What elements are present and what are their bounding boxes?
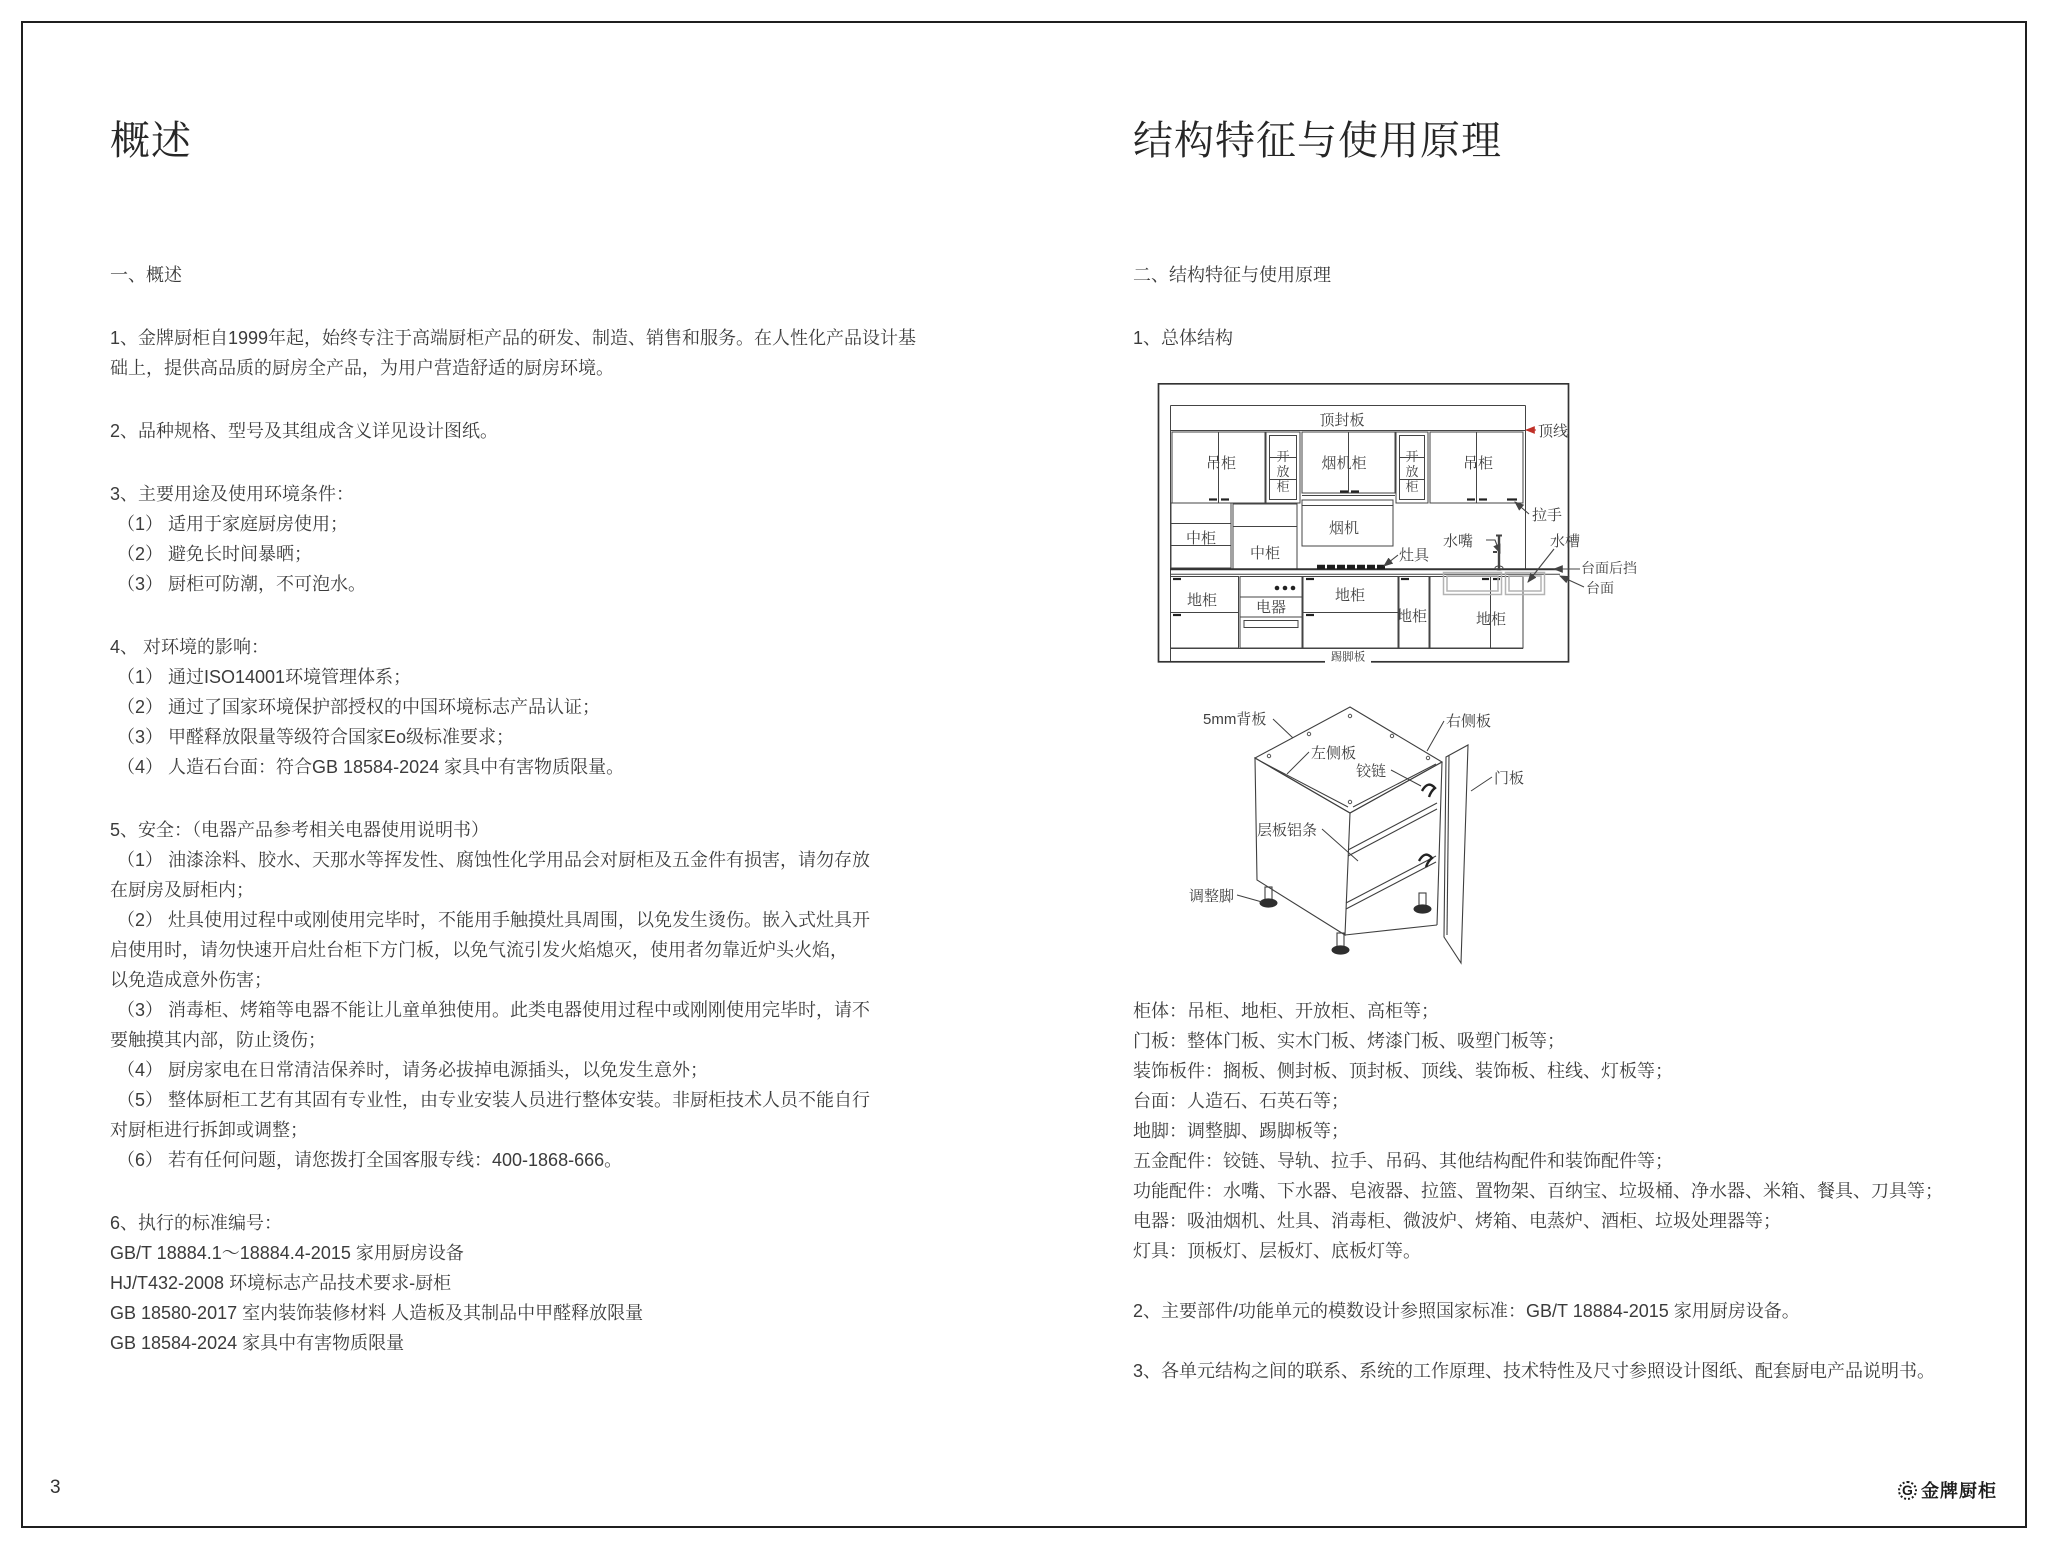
right-section-heading-block — [1133, 260, 1331, 290]
list-line: 门板：整体门板、实木门板、烤漆门板、吸塑门板等； — [1133, 1031, 1565, 1051]
wall-cabinet-right-label: 吊柜 — [1462, 455, 1494, 472]
right-item-2: 2、主要部件/功能单元的模数设计参照国家标准：GB/T 18884-2015 家用厨房设备。 — [1133, 1301, 1800, 1321]
text-line: （1） 适用于家庭厨房使用； — [117, 514, 349, 534]
text-line: （1） 油漆涂料、胶水、天那水等挥发性、腐蚀性化学用品会对厨柜及五金件有损害，请勿存放 — [117, 850, 871, 870]
right-panel-label: 右侧板 — [1446, 713, 1492, 730]
hinge-label: 铰链 — [1356, 763, 1387, 780]
paragraph-2 — [110, 416, 916, 446]
text-line: （3） 甲醛释放限量等级符合国家Eo级标准要求； — [117, 727, 515, 747]
mid-cabinet-right-label: 中柜 — [1249, 545, 1281, 562]
brand-logo — [1898, 1477, 1997, 1503]
right-column-head — [1133, 260, 1331, 386]
subsection-1 — [1133, 323, 1331, 353]
list-line: 柜体：吊柜、地柜、开放柜、高柜等； — [1133, 1001, 1439, 1021]
wall-cabinet-left-label: 吊柜 — [1205, 455, 1237, 472]
page-title-structure: 结构特征与使用原理 — [1133, 119, 1502, 163]
text-line: GB 18580-2017 室内装饰装修材料 人造板及其制品中甲醛释放限量 — [110, 1303, 644, 1323]
list-line: 装饰板件：搁板、侧封板、顶封板、顶线、装饰板、柱线、灯板等； — [1133, 1061, 1673, 1081]
appliance-knobs — [1275, 586, 1296, 591]
component-list — [1133, 996, 1943, 1266]
text-line: GB 18584-2024 家具中有害物质限量 — [110, 1333, 405, 1353]
counter-back-label: 台面后挡 — [1581, 560, 1637, 576]
text-line: （4） 厨房家电在日常清洁保养时，请务必拔掉电源插头，以免发生意外； — [117, 1060, 709, 1080]
page-number: 3 — [50, 1477, 61, 1498]
text-line: 4、 对环境的影响： — [110, 637, 270, 657]
shelf-strip-label: 层板铝条 — [1257, 822, 1318, 839]
text-line: （6） 若有任何问题，请您拨打全国客服专线：400-1868-666。 — [117, 1150, 623, 1170]
section-heading: 一、概述 — [110, 265, 182, 285]
text-line: 要触摸其内部，防止烫伤； — [110, 1030, 326, 1050]
brand-name: 金牌厨柜 — [1921, 1481, 1997, 1501]
text-line: 1、总体结构 — [1133, 328, 1234, 348]
text-line: （2） 避免长时间暴晒； — [117, 544, 313, 564]
cabinet-structure-diagram — [1165, 695, 1545, 985]
open-cabinet-left-label: 开放柜 — [1276, 449, 1290, 494]
text-line: GB/T 18884.1～18884.4-2015 家用厨房设备 — [110, 1243, 464, 1263]
kitchen-layout-diagram — [1155, 383, 1655, 665]
text-line: （2） 通过了国家环境保护部授权的中国环境标志产品认证； — [117, 697, 601, 717]
paragraph-4 — [110, 632, 916, 782]
back-panel-label: 5mm背板 — [1203, 711, 1267, 728]
leader-lines — [1237, 719, 1492, 902]
text-line: （3） 厨柜可防潮，不可泡水。 — [117, 574, 367, 594]
top-seal-board-label: 顶封板 — [1319, 412, 1365, 429]
paragraph-1 — [110, 323, 916, 383]
sink-shape — [1444, 573, 1545, 595]
faucet-shape — [1493, 536, 1503, 571]
list-line: 台面：人造石、石英石等； — [1133, 1091, 1349, 1111]
counter-label: 台面 — [1586, 580, 1614, 596]
page-title-overview: 概述 — [110, 119, 192, 163]
hinges — [1419, 785, 1435, 867]
left-section-heading-block — [110, 260, 916, 290]
mid-cabinet-left-label: 中柜 — [1185, 530, 1217, 547]
crown-line-label: 顶线 — [1538, 423, 1569, 440]
list-line: 功能配件：水嘴、下水器、皂液器、拉篮、置物架、百纳宝、垃圾桶、净水器、米箱、餐具、刀具等； — [1133, 1181, 1943, 1201]
faucet-label: 水嘴 — [1443, 533, 1474, 550]
text-line: （2） 灶具使用过程中或刚使用完毕时，不能用手触摸灶具周围，以免发生烫伤。嵌入式灶具开 — [117, 910, 871, 930]
text-line: （3） 消毒柜、烤箱等电器不能让儿童单独使用。此类电器使用过程中或刚刚使用完毕时，请不 — [117, 1000, 871, 1020]
list-line: 灯具：顶板灯、层板灯、底板灯等。 — [1133, 1241, 1421, 1261]
text-line: 2、品种规格、型号及其组成含义详见设计图纸。 — [110, 421, 499, 441]
adjust-foot-label: 调整脚 — [1189, 888, 1235, 905]
handle-label: 拉手 — [1532, 507, 1563, 524]
text-line: HJ/T432-2008 环境标志产品技术要求-厨柜 — [110, 1273, 452, 1293]
left-column — [110, 260, 916, 1391]
section-heading: 二、结构特征与使用原理 — [1133, 265, 1331, 285]
text-line: 启使用时，请勿快速开启灶台柜下方门板，以免气流引发火焰熄灭，使用者勿靠近炉头火焰， — [110, 940, 848, 960]
text-line: 3、主要用途及使用环境条件： — [110, 484, 355, 504]
base-cabinet-2-label: 地柜 — [1334, 587, 1366, 604]
diagram2-labels — [1189, 710, 1524, 905]
open-cabinet-right-label: 开放柜 — [1405, 449, 1419, 494]
list-line: 电器：吸油烟机、灶具、消毒柜、微波炉、烤箱、电蒸炉、酒柜、垃圾处理器等； — [1133, 1211, 1781, 1231]
right-item-3: 3、各单元结构之间的联系、系统的工作原理、技术特性及尺寸参照设计图纸、配套厨电产品说明书。 — [1133, 1361, 1936, 1381]
paragraph-5 — [110, 815, 916, 1175]
list-line: 地脚：调整脚、踢脚板等； — [1133, 1121, 1349, 1141]
text-line: （5） 整体厨柜工艺有其固有专业性，由专业安装人员进行整体安装。非厨柜技术人员不能自行 — [117, 1090, 871, 1110]
base-cabinet-1-label: 地柜 — [1186, 592, 1218, 609]
paragraph-6 — [110, 1208, 916, 1358]
text-line: （1） 通过ISO14001环境管理体系； — [117, 667, 412, 687]
sink-label: 水槽 — [1550, 533, 1581, 550]
list-line: 五金配件：铰链、导轨、拉手、吊码、其他结构配件和装饰配件等； — [1133, 1151, 1673, 1171]
hood-cabinet-label: 烟机柜 — [1321, 455, 1367, 472]
text-line: 对厨柜进行拆卸或调整； — [110, 1120, 308, 1140]
left-panel-label: 左侧板 — [1311, 745, 1357, 762]
brand-g-icon: G — [1898, 1481, 1917, 1500]
hood-label: 烟机 — [1328, 520, 1360, 537]
text-line: 6、执行的标准编号： — [110, 1213, 283, 1233]
text-line: 1、金牌厨柜自1999年起，始终专注于高端厨柜产品的研发、制造、销售和服务。在人性化产品设计基 — [110, 328, 917, 348]
text-line: 以免造成意外伤害； — [110, 970, 272, 990]
kick-board-label: 踢脚板 — [1330, 651, 1366, 664]
base-cabinet-3-label: 地柜 — [1396, 608, 1428, 625]
text-line: （4） 人造石台面：符合GB 18584-2024 家具中有害物质限量。 — [117, 757, 625, 777]
appliance-label: 电器 — [1255, 599, 1287, 616]
text-line: 在厨房及厨柜内； — [110, 880, 254, 900]
paragraph-3 — [110, 479, 916, 599]
door-panel-label: 门板 — [1494, 770, 1525, 787]
text-line: 5、安全：（电器产品参考相关电器使用说明书） — [110, 820, 490, 840]
base-cabinet-4-label: 地柜 — [1475, 611, 1507, 628]
stove-label: 灶具 — [1399, 547, 1430, 564]
text-line: 础上，提供高品质的厨房全产品，为用户营造舒适的厨房环境。 — [110, 358, 614, 378]
